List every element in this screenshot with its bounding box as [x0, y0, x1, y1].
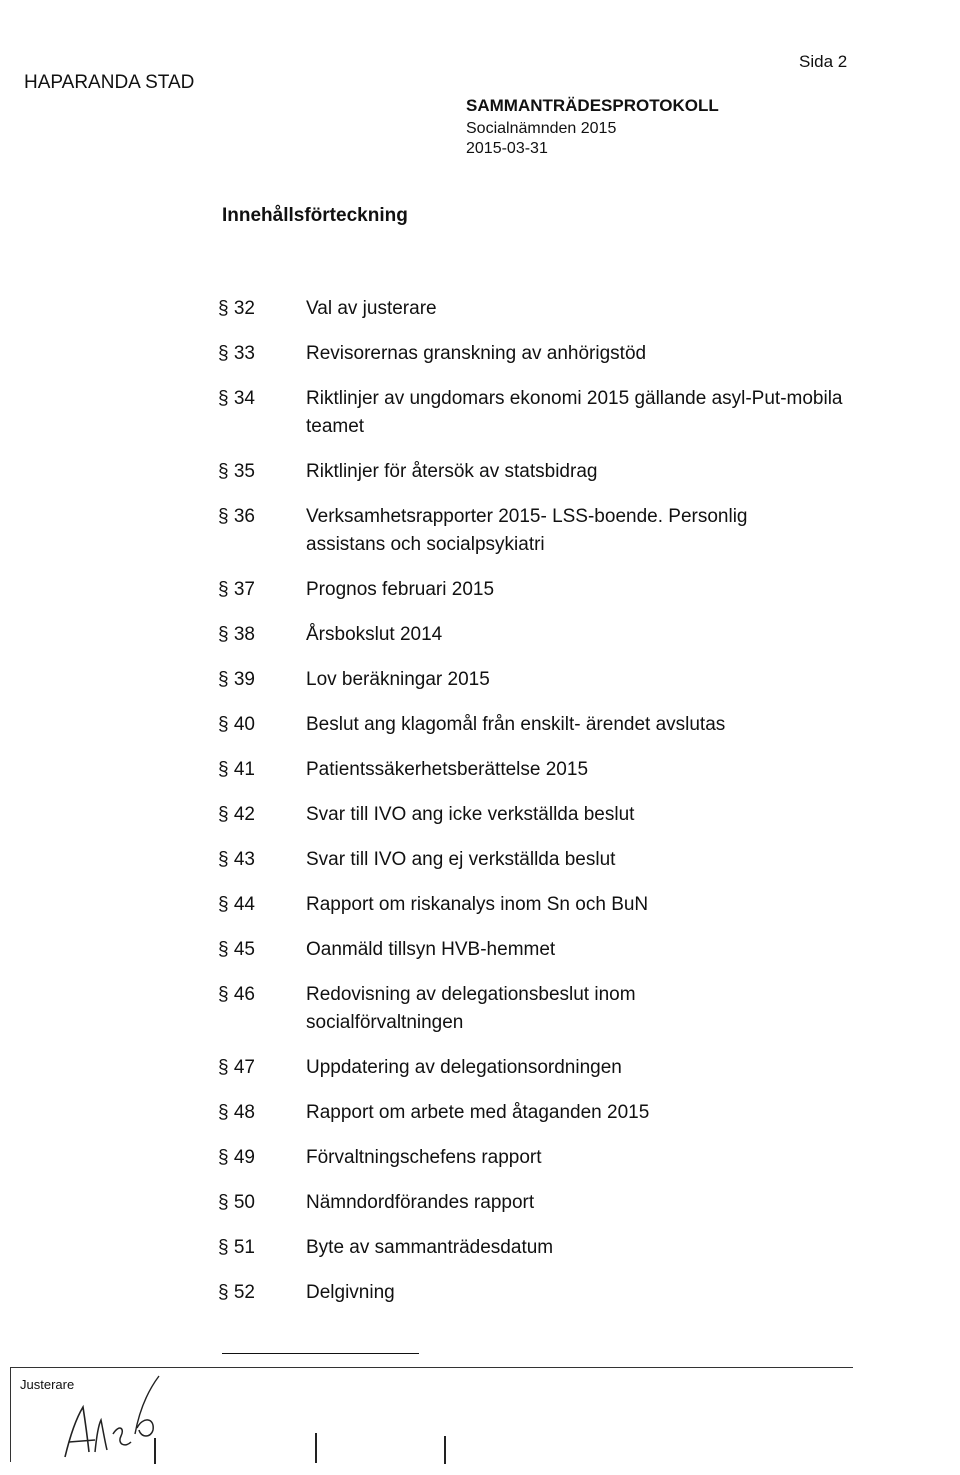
footer-divider — [10, 1367, 853, 1368]
table-of-contents — [218, 295, 858, 1307]
toc-item-title: Riktlinjer för återsök av statsbidrag — [306, 461, 598, 482]
toc-item-number: § 41 — [218, 759, 255, 780]
toc-item — [218, 936, 858, 964]
toc-item-number: § 35 — [218, 461, 255, 482]
toc-item-title: Rapport om riskanalys inom Sn och BuN — [306, 894, 649, 915]
toc-item-title: Verksamhetsrapporter 2015- LSS-boende. Personlig assistans och socialpsykiatri — [306, 506, 748, 555]
signature-line — [222, 1353, 419, 1354]
organization-name: HAPARANDA STAD — [24, 72, 195, 93]
toc-item — [218, 801, 858, 829]
toc-item — [218, 1279, 858, 1307]
toc-heading: Innehållsförteckning — [222, 205, 408, 226]
toc-item-number: § 44 — [218, 894, 255, 915]
toc-item-number: § 34 — [218, 388, 255, 409]
toc-item-number: § 48 — [218, 1102, 255, 1123]
toc-item-title: Oanmäld tillsyn HVB-hemmet — [306, 939, 556, 960]
signature-tick — [444, 1436, 446, 1464]
toc-item-number: § 42 — [218, 804, 255, 825]
toc-item — [218, 981, 858, 1037]
toc-item-number: § 52 — [218, 1282, 255, 1303]
toc-item — [218, 756, 858, 784]
toc-item — [218, 846, 858, 874]
committee-name: Socialnämnden 2015 — [466, 120, 617, 137]
toc-item-number: § 37 — [218, 579, 255, 600]
toc-item — [218, 711, 858, 739]
toc-item — [218, 385, 858, 441]
toc-item-title: Beslut ang klagomål från enskilt- ärendet avslutas — [306, 714, 726, 735]
toc-item — [218, 891, 858, 919]
toc-item-number: § 46 — [218, 984, 255, 1005]
toc-item-number: § 47 — [218, 1057, 255, 1078]
toc-item-number: § 33 — [218, 343, 255, 364]
toc-item-number: § 45 — [218, 939, 255, 960]
signature-tick — [154, 1438, 156, 1464]
toc-item-title: Lov beräkningar 2015 — [306, 669, 490, 690]
toc-item-title: Delgivning — [306, 1282, 395, 1303]
toc-item-title: Redovisning av delegationsbeslut inom socialförvaltningen — [306, 984, 636, 1033]
document-title: SAMMANTRÄDESPROTOKOLL — [466, 96, 719, 115]
toc-item-title: Svar till IVO ang icke verkställda beslut — [306, 804, 635, 825]
toc-item-number: § 43 — [218, 849, 255, 870]
toc-item-title: Uppdatering av delegationsordningen — [306, 1057, 622, 1078]
toc-item-title: Byte av sammanträdesdatum — [306, 1237, 554, 1258]
toc-item-title: Nämndordförandes rapport — [306, 1192, 535, 1213]
meeting-date: 2015-03-31 — [466, 140, 548, 157]
toc-item — [218, 621, 858, 649]
toc-item — [218, 1144, 858, 1172]
toc-item-title: Prognos februari 2015 — [306, 579, 495, 600]
toc-item-number: § 39 — [218, 669, 255, 690]
page-number: Sida 2 — [799, 52, 848, 71]
toc-item-title: Patientssäkerhetsberättelse 2015 — [306, 759, 589, 780]
toc-item-title: Förvaltningschefens rapport — [306, 1147, 542, 1168]
toc-item-title: Riktlinjer av ungdomars ekonomi 2015 gällande asyl-Put-mobila teamet — [306, 388, 843, 437]
toc-item-number: § 38 — [218, 624, 255, 645]
toc-item — [218, 576, 858, 604]
toc-item-title: Val av justerare — [306, 298, 437, 319]
footer-box-edge — [10, 1367, 11, 1462]
toc-item-number: § 51 — [218, 1237, 255, 1258]
toc-item — [218, 1189, 858, 1217]
toc-item-number: § 36 — [218, 506, 255, 527]
signature-tick — [315, 1433, 317, 1463]
toc-item — [218, 503, 858, 559]
toc-item — [218, 1234, 858, 1262]
toc-item — [218, 295, 858, 323]
toc-item-number: § 40 — [218, 714, 255, 735]
handwritten-initials-signature — [55, 1372, 175, 1467]
toc-item-title: Rapport om arbete med åtaganden 2015 — [306, 1102, 650, 1123]
toc-item-number: § 49 — [218, 1147, 255, 1168]
toc-item-title: Svar till IVO ang ej verkställda beslut — [306, 849, 616, 870]
toc-item-number: § 32 — [218, 298, 255, 319]
toc-item — [218, 340, 858, 368]
toc-item-number: § 50 — [218, 1192, 255, 1213]
toc-item — [218, 458, 858, 486]
toc-item — [218, 1099, 858, 1127]
toc-item-title: Revisorernas granskning av anhörigstöd — [306, 343, 647, 364]
toc-item — [218, 666, 858, 694]
toc-item — [218, 1054, 858, 1082]
toc-item-title: Årsbokslut 2014 — [306, 624, 443, 645]
justerare-label: Justerare — [20, 1377, 75, 1392]
